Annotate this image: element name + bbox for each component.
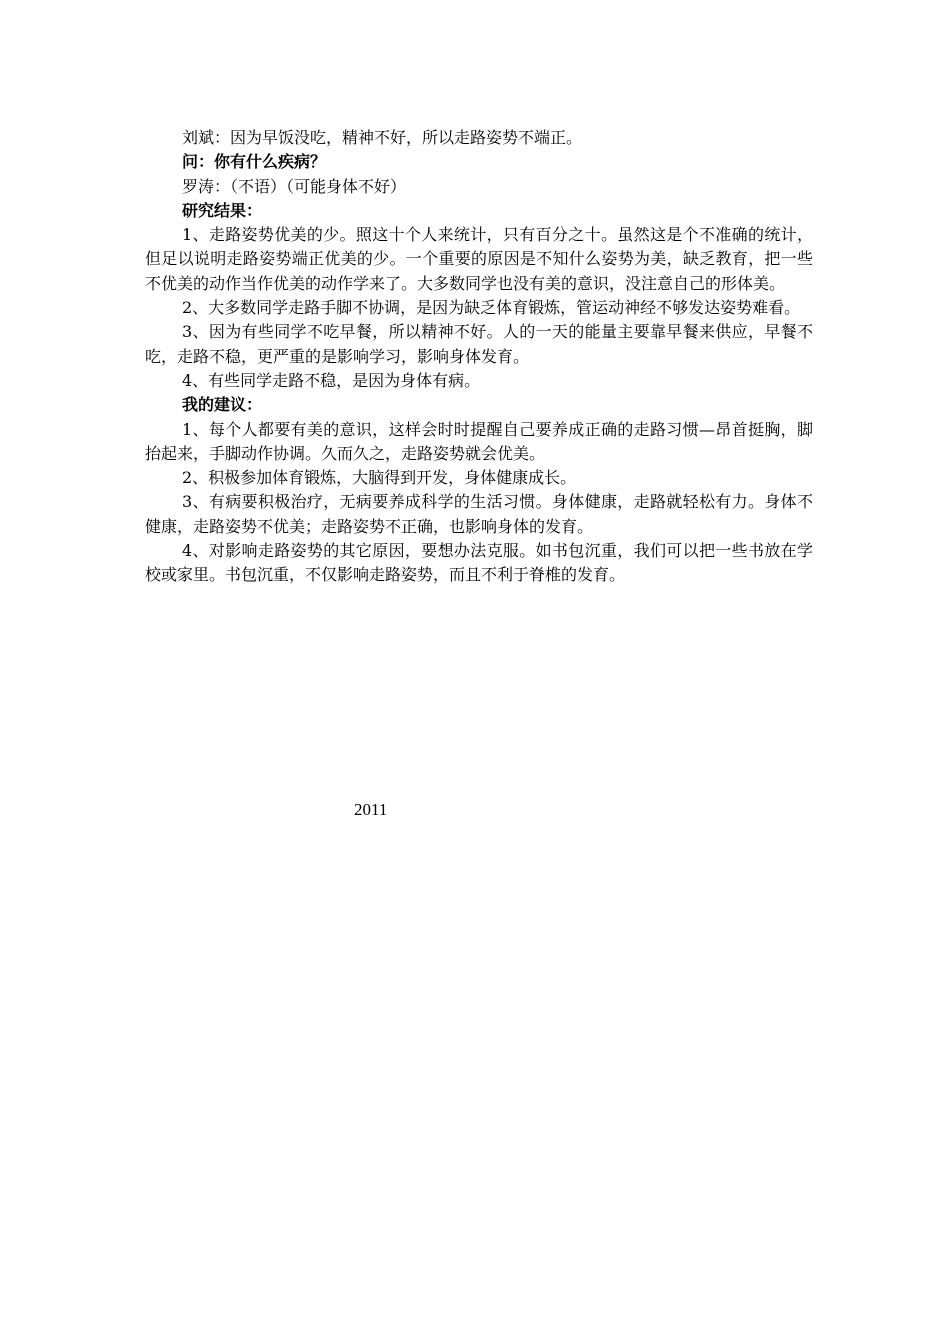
suggestion-item-3: 3、有病要积极治疗，无病要养成科学的生活习惯。身体健康，走路就轻松有力。身体不健康，走路姿势不优美；走路姿势不正确，也影响身体的发育。 [145, 492, 813, 536]
suggestions-heading: 我的建议： [182, 395, 263, 415]
results-heading: 研究结果： [182, 200, 263, 220]
result-item-1: 1、走路姿势优美的少。照这十个人来统计，只有百分之十。虽然这是个不准确的统计，但足以说明走路姿势端正优美的少。一个重要的原因是不知什么姿势为美，缺乏教育，把一些不优美的动作当作优美的动作学来了。大多数同学也没有美的意识，没注意自己的形体美。 [145, 225, 813, 293]
dialogue-luotao: 罗涛：（不语）（可能身体不好） [182, 176, 407, 196]
question-heading: 问：你有什么疾病？ [182, 152, 327, 172]
suggestion-item-1: 1、每个人都要有美的意识，这样会时时提醒自己要养成正确的走路习惯—昂首挺胸，脚抬起来，手脚动作协调。久而久之，走路姿势就会优美。 [145, 419, 813, 463]
document-year: 2011 [354, 800, 388, 819]
result-item-2: 2、大多数同学走路手脚不协调，是因为缺乏体育锻炼，管运动神经不够发达姿势难看。 [182, 298, 801, 318]
suggestion-item-2: 2、积极参加体育锻炼，大脑得到开发，身体健康成长。 [182, 468, 577, 488]
result-item-4: 4、有些同学走路不稳，是因为身体有病。 [182, 370, 481, 390]
dialogue-liubin: 刘斌：因为早饭没吃，精神不好，所以走路姿势不端正。 [182, 128, 583, 147]
document-body [145, 126, 813, 588]
result-item-3: 3、因为有些同学不吃早餐，所以精神不好。人的一天的能量主要靠早餐来供应，早餐不吃，走路不稳，更严重的是影响学习，影响身体发育。 [145, 322, 813, 366]
suggestion-item-4: 4、对影响走路姿势的其它原因，要想办法克服。如书包沉重，我们可以把一些书放在学校或家里。书包沉重，不仅影响走路姿势，而且不利于脊椎的发育。 [145, 541, 813, 585]
